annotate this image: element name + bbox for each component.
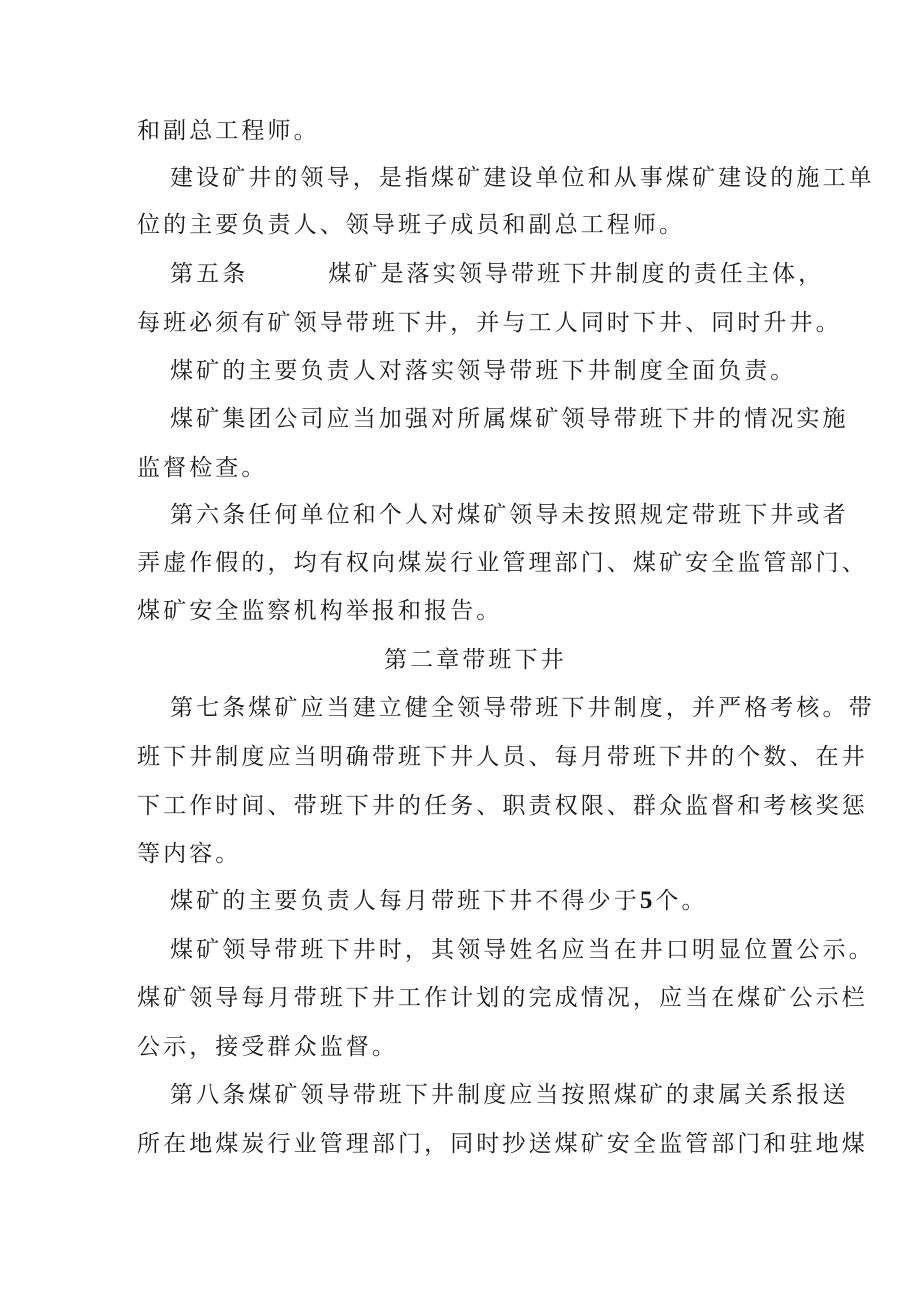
paragraph-line: 煤矿集团公司应当加强对所属煤矿领导带班下井的情况实施	[170, 406, 849, 432]
paragraph-line: 每班必须有矿领导带班下井，并与工人同时下井、同时升井。	[137, 310, 842, 336]
article-5-line	[170, 259, 824, 289]
paragraph-line: 第七条煤矿应当建立健全领导带班下井制度，并严格考核。带	[170, 695, 875, 721]
paragraph-line: 煤矿领导带班下井时，其领导姓名应当在井口明显位置公示。	[170, 937, 875, 963]
paragraph-line: 煤矿领导每月带班下井工作计划的完成情况，应当在煤矿公示栏	[137, 985, 868, 1011]
paragraph-line: 下工作时间、带班下井的任务、职责权限、群众监督和考核奖惩	[137, 793, 868, 819]
min-shifts-unit: 个。	[655, 888, 708, 914]
paragraph-line: 建设矿井的领导，是指煤矿建设单位和从事煤矿建设的施工单	[170, 165, 875, 191]
paragraph-line: 煤矿安全监察机构举报和报告。	[137, 598, 503, 624]
paragraph-line: 弄虚作假的，均有权向煤炭行业管理部门、煤矿安全监管部门、	[137, 550, 868, 576]
paragraph-line: 班下井制度应当明确带班下井人员、每月带班下井的个数、在井	[137, 744, 868, 770]
paragraph-line: 第六条任何单位和个人对煤矿领导未按照规定带班下井或者	[170, 502, 849, 528]
paragraph-line: 和副总工程师。	[137, 118, 320, 144]
paragraph-line: 等内容。	[137, 841, 242, 867]
chapter-heading: 第二章带班下井	[384, 647, 567, 673]
paragraph-line: 所在地煤炭行业管理部门，同时抄送煤矿安全监管部门和驻地煤	[137, 1131, 868, 1157]
min-shifts-number: 5	[639, 887, 656, 914]
paragraph-line: 第八条煤矿领导带班下井制度应当按照煤矿的隶属关系报送	[170, 1082, 849, 1108]
paragraph-line: 煤矿的主要负责人对落实领导带班下井制度全面负责。	[170, 358, 797, 384]
paragraph-line: 监督检查。	[137, 455, 268, 481]
article-5-label: 第五条	[170, 261, 249, 287]
paragraph-line: 位的主要负责人、领导班子成员和副总工程师。	[137, 212, 686, 238]
min-shifts-text: 煤矿的主要负责人每月带班下井不得少于	[170, 888, 640, 914]
article-5-text: 煤矿是落实领导带班下井制度的责任主体，	[328, 261, 825, 287]
paragraph-line	[170, 886, 708, 916]
paragraph-line: 公示，接受群众监督。	[137, 1034, 398, 1060]
